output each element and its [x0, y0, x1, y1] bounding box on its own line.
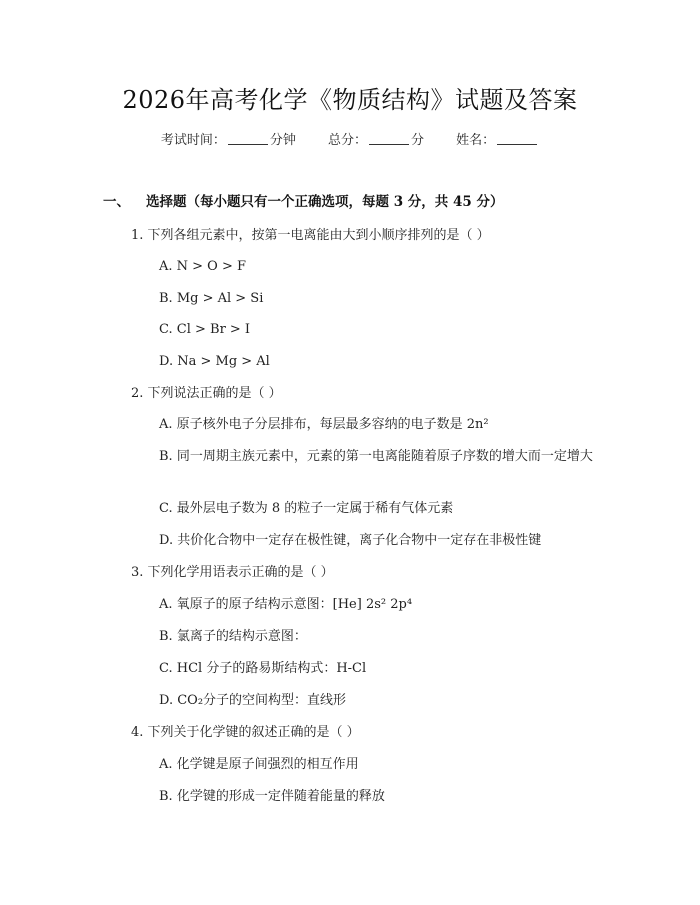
exam-info-line [0, 131, 700, 151]
answer-option: D. CO₂分子的空间构型：直线形 [159, 693, 347, 708]
question-stem: 1. 下列各组元素中，按第一电离能由大到小顺序排列的是（ ） [131, 228, 490, 243]
score-label: 总分： [327, 133, 367, 148]
exam-time-field [161, 133, 300, 148]
answer-option: A. 化学键是原子间强烈的相互作用 [159, 757, 359, 772]
answer-option: A. 原子核外电子分层排布，每层最多容纳的电子数是 2n² [159, 417, 489, 432]
name-field [456, 133, 539, 148]
answer-option: B. 化学键的形成一定伴随着能量的释放 [159, 789, 385, 804]
name-blank[interactable] [497, 132, 537, 145]
answer-option: D. Na > Mg > Al [159, 354, 270, 369]
time-label: 考试时间： [160, 133, 226, 148]
section-number: 一、 [103, 194, 130, 210]
total-score-field [328, 133, 428, 148]
question-stem: 3. 下列化学用语表示正确的是（ ） [131, 565, 334, 580]
answer-option: A. 氧原子的原子结构示意图：[He] 2s² 2p⁴ [159, 597, 413, 612]
answer-option: B. Mg > Al > Si [159, 291, 264, 306]
time-unit: 分钟 [269, 133, 296, 148]
name-label: 姓名： [456, 133, 496, 148]
answer-option: C. 最外层电子数为 8 的粒子一定属于稀有气体元素 [159, 501, 454, 516]
question-stem: 4. 下列关于化学键的叙述正确的是（ ） [131, 725, 360, 740]
section-title: 选择题（每小题只有一个正确选项，每题 3 分，共 45 分） [146, 194, 504, 210]
score-blank[interactable] [369, 132, 409, 145]
answer-option: B. 氯离子的结构示意图： [159, 629, 307, 644]
section-heading [103, 192, 503, 212]
answer-option: B. 同一周期主族元素中，元素的第一电离能随着原子序数的增大而一定增大 [159, 449, 593, 464]
question-stem: 2. 下列说法正确的是（ ） [131, 386, 282, 401]
score-unit: 分 [411, 133, 425, 148]
answer-option: C. HCl 分子的路易斯结构式：H-Cl [159, 661, 367, 676]
answer-option: A. N > O > F [159, 259, 247, 274]
answer-option: D. 共价化合物中一定存在极性键，离子化合物中一定存在非极性键 [159, 533, 542, 548]
time-blank[interactable] [228, 132, 268, 145]
answer-option: C. Cl > Br > I [159, 322, 251, 337]
page-title: 2026年高考化学《物质结构》试题及答案 [122, 86, 578, 114]
